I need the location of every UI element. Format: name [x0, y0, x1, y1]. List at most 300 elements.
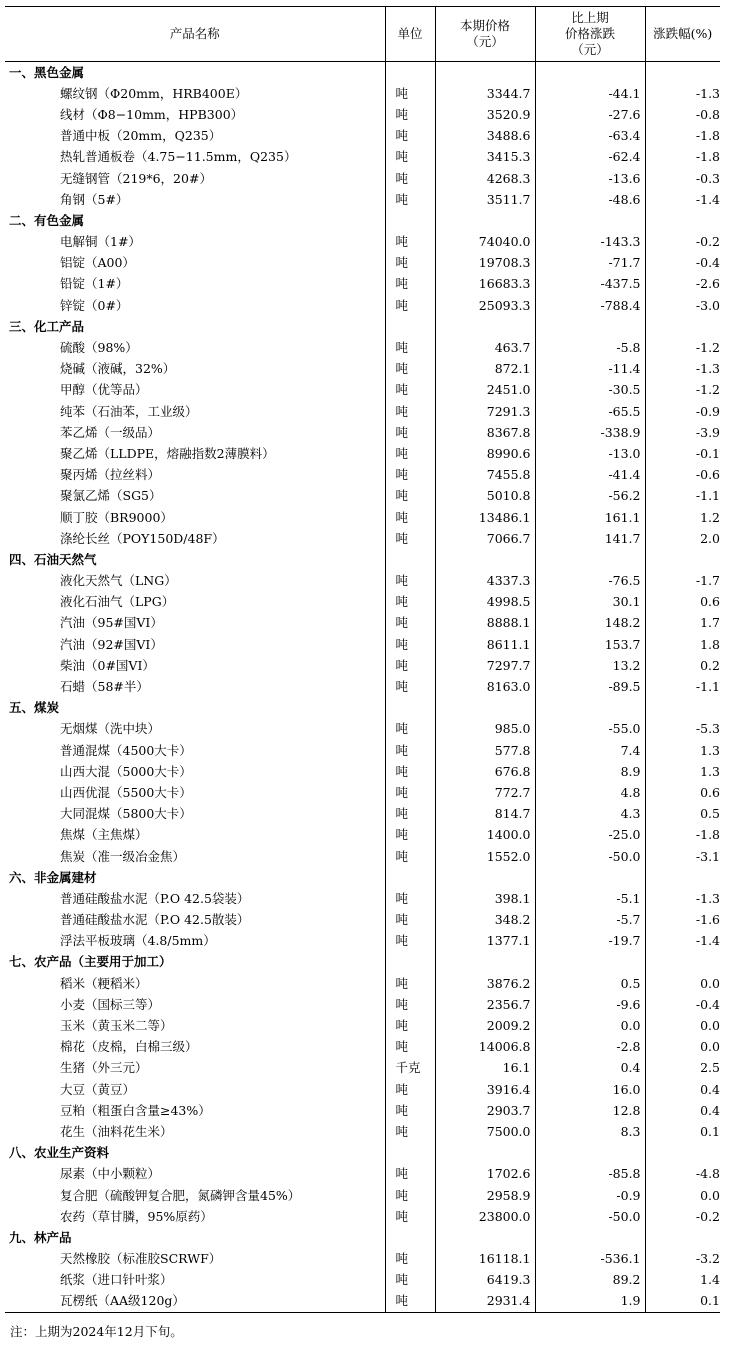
empty-cell — [535, 1227, 645, 1248]
unit-cell: 吨 — [385, 888, 435, 909]
table-row — [5, 401, 720, 422]
empty-cell — [535, 952, 645, 973]
price-cell: 7066.7 — [435, 528, 535, 549]
table-row — [5, 380, 720, 401]
price-cell: 2451.0 — [435, 380, 535, 401]
product-name-cell: 柴油（0#国VI） — [5, 655, 385, 676]
table-row — [5, 168, 720, 189]
col-header-pct — [645, 7, 720, 62]
product-name-cell: 普通混煤（4500大卡） — [5, 740, 385, 761]
price-cell: 7455.8 — [435, 465, 535, 486]
table-row — [5, 634, 720, 655]
product-name-cell: 聚乙烯（LLDPE，熔融指数2薄膜料） — [5, 443, 385, 464]
table-row — [5, 274, 720, 295]
unit-cell: 吨 — [385, 422, 435, 443]
unit-cell: 吨 — [385, 380, 435, 401]
pct-cell: -0.6 — [695, 467, 720, 483]
unit-cell: 吨 — [385, 740, 435, 761]
change-cell: -25.0 — [535, 825, 645, 846]
empty-cell — [645, 549, 720, 570]
pct-cell: 1.2 — [700, 509, 720, 525]
change-cell: -63.4 — [535, 126, 645, 147]
pct-cell: 1.4 — [700, 1272, 720, 1288]
change-cell: -71.7 — [535, 253, 645, 274]
product-name-cell: 纸浆（进口针叶浆） — [5, 1270, 385, 1291]
unit-cell: 吨 — [385, 782, 435, 803]
price-cell: 2958.9 — [435, 1185, 535, 1206]
change-cell: -5.1 — [535, 888, 645, 909]
unit-cell: 吨 — [385, 337, 435, 358]
product-name-cell: 玉米（黄玉米二等） — [5, 1015, 385, 1036]
table-row — [5, 147, 720, 168]
empty-cell — [645, 210, 720, 231]
table-row — [5, 592, 720, 613]
unit-cell: 吨 — [385, 655, 435, 676]
empty-cell — [385, 549, 435, 570]
change-cell: -48.6 — [535, 189, 645, 210]
product-name-cell: 山西优混（5500大卡） — [5, 782, 385, 803]
change-cell: 153.7 — [535, 634, 645, 655]
pct-cell: -5.3 — [695, 721, 720, 737]
category-title: 九、林产品 — [5, 1227, 385, 1248]
unit-cell: 吨 — [385, 1164, 435, 1185]
category-row — [5, 952, 720, 973]
table-row — [5, 1100, 720, 1121]
change-cell: 4.8 — [535, 782, 645, 803]
table-row — [5, 422, 720, 443]
pct-cell: -1.2 — [695, 382, 720, 398]
empty-cell — [385, 952, 435, 973]
unit-cell: 吨 — [385, 761, 435, 782]
change-cell: 12.8 — [535, 1100, 645, 1121]
change-cell: -2.8 — [535, 1037, 645, 1058]
product-name-cell: 瓦楞纸（AA级120g） — [5, 1291, 385, 1313]
price-cell: 3916.4 — [435, 1079, 535, 1100]
col-header-unit-text: 单位 — [397, 26, 423, 41]
price-cell: 3511.7 — [435, 189, 535, 210]
col-header-change-line3: （元） — [571, 42, 609, 57]
pct-cell: -3.9 — [695, 424, 720, 440]
col-header-price-line2: （元） — [466, 34, 504, 49]
table-row — [5, 676, 720, 697]
empty-cell — [435, 698, 535, 719]
empty-cell — [385, 316, 435, 337]
unit-cell: 吨 — [385, 931, 435, 952]
product-name-cell: 纯苯（石油苯，工业级） — [5, 401, 385, 422]
price-cell: 19708.3 — [435, 253, 535, 274]
product-name-cell: 聚丙烯（拉丝料） — [5, 465, 385, 486]
table-row — [5, 295, 720, 316]
col-header-pct-text: 涨跌幅(%) — [653, 26, 713, 41]
product-name-cell: 石蜡（58#半） — [5, 676, 385, 697]
pct-cell: -1.3 — [695, 85, 720, 101]
product-name-cell: 豆粕（粗蛋白含量≥43%） — [5, 1100, 385, 1121]
table-row — [5, 253, 720, 274]
product-name-cell: 聚氯乙烯（SG5） — [5, 486, 385, 507]
empty-cell — [435, 1143, 535, 1164]
pct-cell: -1.3 — [695, 890, 720, 906]
empty-cell — [435, 867, 535, 888]
pct-cell: -1.2 — [695, 340, 720, 356]
empty-cell — [645, 316, 720, 337]
category-row — [5, 867, 720, 888]
table-row — [5, 931, 720, 952]
category-row — [5, 1227, 720, 1248]
unit-cell: 吨 — [385, 910, 435, 931]
pct-cell: -1.7 — [695, 573, 720, 589]
unit-cell: 吨 — [385, 613, 435, 634]
price-cell: 348.2 — [435, 910, 535, 931]
product-name-cell: 稻米（粳稻米） — [5, 973, 385, 994]
change-cell: -56.2 — [535, 486, 645, 507]
unit-cell: 吨 — [385, 1015, 435, 1036]
change-cell: -50.0 — [535, 1206, 645, 1227]
table-row — [5, 740, 720, 761]
table-row — [5, 486, 720, 507]
change-cell: -5.8 — [535, 337, 645, 358]
product-name-cell: 无缝钢管（219*6，20#） — [5, 168, 385, 189]
category-title: 四、石油天然气 — [5, 549, 385, 570]
table-header — [5, 7, 720, 62]
unit-cell: 吨 — [385, 401, 435, 422]
pct-cell: 0.0 — [700, 1018, 720, 1034]
change-cell: -338.9 — [535, 422, 645, 443]
pct-cell: -0.4 — [695, 255, 720, 271]
product-name-cell: 线材（Φ8−10mm，HPB300） — [5, 104, 385, 125]
change-cell: 0.5 — [535, 973, 645, 994]
table-row — [5, 1249, 720, 1270]
price-cell: 8163.0 — [435, 676, 535, 697]
product-name-cell: 棉花（皮棉，白棉三级） — [5, 1037, 385, 1058]
unit-cell: 吨 — [385, 486, 435, 507]
price-cell: 7291.3 — [435, 401, 535, 422]
change-cell: -55.0 — [535, 719, 645, 740]
change-cell: -788.4 — [535, 295, 645, 316]
price-cell: 16683.3 — [435, 274, 535, 295]
price-cell: 16118.1 — [435, 1249, 535, 1270]
unit-cell: 吨 — [385, 719, 435, 740]
empty-cell — [535, 1143, 645, 1164]
price-table — [5, 6, 720, 1313]
empty-cell — [385, 62, 435, 84]
product-name-cell: 尿素（中小颗粒） — [5, 1164, 385, 1185]
product-name-cell: 电解铜（1#） — [5, 232, 385, 253]
product-name-cell: 甲醇（优等品） — [5, 380, 385, 401]
empty-cell — [435, 952, 535, 973]
pct-cell: 0.6 — [700, 594, 720, 610]
table-body — [5, 62, 720, 1313]
change-cell: -41.4 — [535, 465, 645, 486]
change-cell: -536.1 — [535, 1249, 645, 1270]
product-name-cell: 热轧普通板卷（4.75−11.5mm，Q235） — [5, 147, 385, 168]
pct-cell: -1.8 — [695, 149, 720, 165]
table-row — [5, 1037, 720, 1058]
product-name-cell: 焦炭（准一级冶金焦） — [5, 846, 385, 867]
change-cell: -27.6 — [535, 104, 645, 125]
product-name-cell: 液化天然气（LNG） — [5, 571, 385, 592]
price-cell: 13486.1 — [435, 507, 535, 528]
pct-cell: -0.9 — [695, 403, 720, 419]
empty-cell — [645, 698, 720, 719]
pct-cell: 1.3 — [700, 763, 720, 779]
price-cell: 8367.8 — [435, 422, 535, 443]
price-cell: 872.1 — [435, 359, 535, 380]
col-header-name-text: 产品名称 — [169, 26, 220, 41]
product-name-cell: 铝锭（A00） — [5, 253, 385, 274]
change-cell: -44.1 — [535, 83, 645, 104]
price-cell: 14006.8 — [435, 1037, 535, 1058]
unit-cell: 吨 — [385, 973, 435, 994]
price-cell: 8990.6 — [435, 443, 535, 464]
unit-cell: 吨 — [385, 1037, 435, 1058]
price-cell: 4268.3 — [435, 168, 535, 189]
change-cell: 0.4 — [535, 1058, 645, 1079]
unit-cell: 吨 — [385, 274, 435, 295]
change-cell: -50.0 — [535, 846, 645, 867]
product-name-cell: 浮法平板玻璃（4.8/5mm） — [5, 931, 385, 952]
change-cell: 7.4 — [535, 740, 645, 761]
pct-cell: -1.4 — [695, 191, 720, 207]
product-name-cell: 汽油（92#国VI） — [5, 634, 385, 655]
table-row — [5, 1185, 720, 1206]
price-cell: 814.7 — [435, 804, 535, 825]
table-row — [5, 232, 720, 253]
change-cell: 89.2 — [535, 1270, 645, 1291]
price-cell: 2903.7 — [435, 1100, 535, 1121]
unit-cell: 吨 — [385, 804, 435, 825]
product-name-cell: 焦煤（主焦煤） — [5, 825, 385, 846]
category-row — [5, 1143, 720, 1164]
unit-cell: 吨 — [385, 994, 435, 1015]
change-cell: 161.1 — [535, 507, 645, 528]
pct-cell: 0.6 — [700, 784, 720, 800]
empty-cell — [645, 1143, 720, 1164]
unit-cell: 吨 — [385, 126, 435, 147]
table-row — [5, 1121, 720, 1142]
change-cell: -62.4 — [535, 147, 645, 168]
change-cell: 0.0 — [535, 1015, 645, 1036]
product-name-cell: 普通硅酸盐水泥（P.O 42.5散装） — [5, 910, 385, 931]
product-name-cell: 汽油（95#国VI） — [5, 613, 385, 634]
product-name-cell: 大同混煤（5800大卡） — [5, 804, 385, 825]
table-row — [5, 1079, 720, 1100]
pct-cell: -3.2 — [695, 1251, 720, 1267]
change-cell: -30.5 — [535, 380, 645, 401]
table-row — [5, 782, 720, 803]
change-cell: 30.1 — [535, 592, 645, 613]
product-name-cell: 花生（油料花生米） — [5, 1121, 385, 1142]
category-title: 一、黑色金属 — [5, 62, 385, 84]
col-header-change-line2: 价格涨跌 — [564, 26, 615, 41]
price-cell: 16.1 — [435, 1058, 535, 1079]
change-cell: -13.0 — [535, 443, 645, 464]
empty-cell — [435, 316, 535, 337]
empty-cell — [385, 1143, 435, 1164]
pct-cell: -2.6 — [695, 276, 720, 292]
unit-cell: 吨 — [385, 295, 435, 316]
price-cell: 4337.3 — [435, 571, 535, 592]
table-row — [5, 1206, 720, 1227]
table-row — [5, 1291, 720, 1313]
price-cell: 6419.3 — [435, 1270, 535, 1291]
price-cell: 1377.1 — [435, 931, 535, 952]
table-row — [5, 465, 720, 486]
change-cell: -19.7 — [535, 931, 645, 952]
table-row — [5, 1015, 720, 1036]
change-cell: 16.0 — [535, 1079, 645, 1100]
price-cell: 74040.0 — [435, 232, 535, 253]
price-cell: 985.0 — [435, 719, 535, 740]
category-row — [5, 210, 720, 231]
table-row — [5, 83, 720, 104]
empty-cell — [645, 62, 720, 84]
unit-cell: 吨 — [385, 232, 435, 253]
change-cell: 4.3 — [535, 804, 645, 825]
col-header-change — [535, 7, 645, 62]
pct-cell: -1.6 — [695, 912, 720, 928]
unit-cell: 吨 — [385, 571, 435, 592]
table-row — [5, 443, 720, 464]
pct-cell: -1.4 — [695, 933, 720, 949]
pct-cell: -0.8 — [695, 106, 720, 122]
empty-cell — [645, 1227, 720, 1248]
footnote: 注：上期为2024年12月下旬。 — [10, 1324, 183, 1339]
price-cell: 8611.1 — [435, 634, 535, 655]
price-cell: 2931.4 — [435, 1291, 535, 1313]
pct-cell: 2.0 — [700, 530, 720, 546]
price-cell: 25093.3 — [435, 295, 535, 316]
price-cell: 1702.6 — [435, 1164, 535, 1185]
unit-cell: 吨 — [385, 1206, 435, 1227]
table-row — [5, 825, 720, 846]
change-cell: -0.9 — [535, 1185, 645, 1206]
unit-cell: 吨 — [385, 443, 435, 464]
product-name-cell: 生猪（外三元） — [5, 1058, 385, 1079]
unit-cell: 吨 — [385, 1121, 435, 1142]
unit-cell: 吨 — [385, 592, 435, 613]
table-row — [5, 655, 720, 676]
change-cell: -76.5 — [535, 571, 645, 592]
product-name-cell: 顺丁胶（BR9000） — [5, 507, 385, 528]
category-title: 七、农产品（主要用于加工） — [5, 952, 385, 973]
empty-cell — [535, 698, 645, 719]
table-row — [5, 571, 720, 592]
unit-cell: 吨 — [385, 168, 435, 189]
table-row — [5, 1164, 720, 1185]
change-cell: -9.6 — [535, 994, 645, 1015]
pct-cell: 0.0 — [700, 1039, 720, 1055]
product-name-cell: 涤纶长丝（POY150D/48F） — [5, 528, 385, 549]
category-title: 二、有色金属 — [5, 210, 385, 231]
price-cell: 1400.0 — [435, 825, 535, 846]
pct-cell: -0.4 — [695, 996, 720, 1012]
price-cell: 3415.3 — [435, 147, 535, 168]
empty-cell — [385, 867, 435, 888]
pct-cell: 0.0 — [700, 975, 720, 991]
price-cell: 3520.9 — [435, 104, 535, 125]
price-cell: 2356.7 — [435, 994, 535, 1015]
price-cell: 676.8 — [435, 761, 535, 782]
category-row — [5, 62, 720, 84]
category-title: 六、非金属建材 — [5, 867, 385, 888]
empty-cell — [535, 549, 645, 570]
empty-cell — [385, 698, 435, 719]
empty-cell — [435, 1227, 535, 1248]
product-name-cell: 普通硅酸盐水泥（P.O 42.5袋装） — [5, 888, 385, 909]
table-row — [5, 719, 720, 740]
pct-cell: 1.7 — [700, 615, 720, 631]
pct-cell: 2.5 — [700, 1060, 720, 1076]
col-header-change-line1: 比上期 — [571, 10, 609, 25]
pct-cell: -1.1 — [695, 488, 720, 504]
table-row — [5, 888, 720, 909]
table-row — [5, 846, 720, 867]
unit-cell: 吨 — [385, 846, 435, 867]
pct-cell: 0.5 — [700, 806, 720, 822]
unit-cell: 千克 — [385, 1058, 435, 1079]
product-name-cell: 铅锭（1#） — [5, 274, 385, 295]
table-row — [5, 507, 720, 528]
product-name-cell: 液化石油气（LPG） — [5, 592, 385, 613]
price-cell: 8888.1 — [435, 613, 535, 634]
change-cell: 148.2 — [535, 613, 645, 634]
pct-cell: -1.8 — [695, 827, 720, 843]
unit-cell: 吨 — [385, 359, 435, 380]
pct-cell: -0.2 — [695, 1208, 720, 1224]
change-cell: -143.3 — [535, 232, 645, 253]
pct-cell: 1.8 — [700, 636, 720, 652]
empty-cell — [385, 210, 435, 231]
empty-cell — [385, 1227, 435, 1248]
pct-cell: -4.8 — [695, 1166, 720, 1182]
product-name-cell: 螺纹钢（Φ20mm，HRB400E） — [5, 83, 385, 104]
category-row — [5, 549, 720, 570]
price-cell: 2009.2 — [435, 1015, 535, 1036]
pct-cell: -1.3 — [695, 361, 720, 377]
pct-cell: 0.2 — [700, 657, 720, 673]
product-name-cell: 无烟煤（洗中块） — [5, 719, 385, 740]
product-name-cell: 苯乙烯（一级品） — [5, 422, 385, 443]
table-row — [5, 973, 720, 994]
table-row — [5, 804, 720, 825]
table-row — [5, 359, 720, 380]
table-row — [5, 761, 720, 782]
product-name-cell: 小麦（国标三等） — [5, 994, 385, 1015]
pct-cell: -1.1 — [695, 679, 720, 695]
price-cell: 1552.0 — [435, 846, 535, 867]
empty-cell — [535, 867, 645, 888]
table-row — [5, 613, 720, 634]
unit-cell: 吨 — [385, 634, 435, 655]
change-cell: 13.2 — [535, 655, 645, 676]
product-name-cell: 烧碱（液碱，32%） — [5, 359, 385, 380]
pct-cell: 1.3 — [700, 742, 720, 758]
price-cell: 3488.6 — [435, 126, 535, 147]
unit-cell: 吨 — [385, 676, 435, 697]
product-name-cell: 普通中板（20mm，Q235） — [5, 126, 385, 147]
category-title: 八、农业生产资料 — [5, 1143, 385, 1164]
unit-cell: 吨 — [385, 465, 435, 486]
table-row — [5, 994, 720, 1015]
unit-cell: 吨 — [385, 1291, 435, 1313]
empty-cell — [535, 316, 645, 337]
table-row — [5, 910, 720, 931]
unit-cell: 吨 — [385, 507, 435, 528]
price-cell: 398.1 — [435, 888, 535, 909]
pct-cell: 0.4 — [700, 1102, 720, 1118]
price-cell: 23800.0 — [435, 1206, 535, 1227]
change-cell: 8.3 — [535, 1121, 645, 1142]
